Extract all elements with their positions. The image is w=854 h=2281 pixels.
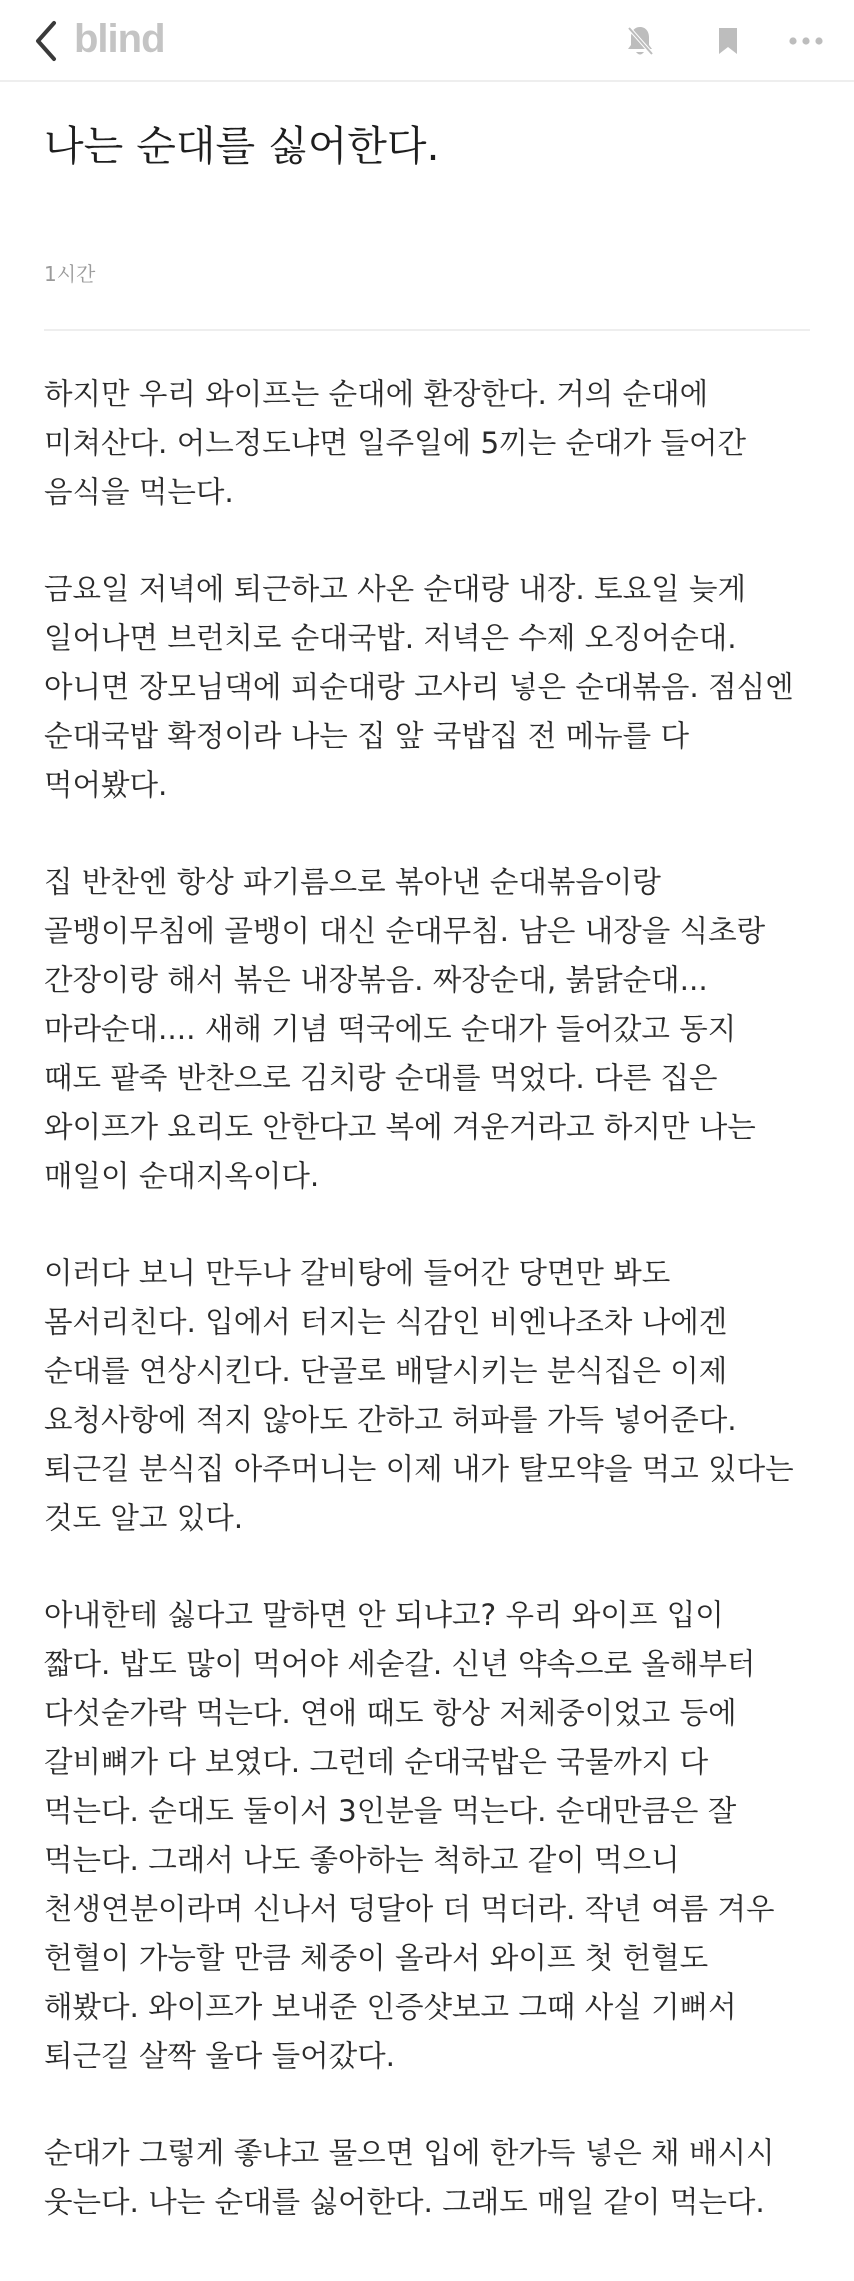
post-text-line: 금요일 저녁에 퇴근하고 사온 순대랑 내장. 토요일 늦게 — [44, 572, 746, 606]
post-text-line: 순대를 연상시킨다. 단골로 배달시키는 분식집은 이제 — [44, 1354, 728, 1388]
post-text-line: 퇴근길 살짝 울다 들어갔다. — [44, 2039, 395, 2073]
post-timestamp: 1시간 — [44, 262, 96, 286]
post-text-line: 골뱅이무침에 골뱅이 대신 순대무침. 남은 내장을 식초랑 — [44, 914, 766, 948]
post-text-line: 웃는다. 나는 순대를 싫어한다. 그래도 매일 같이 먹는다. — [44, 2185, 765, 2219]
post-text-line: 아내한테 싫다고 말하면 안 되냐고? 우리 와이프 입이 — [44, 1598, 724, 1632]
post-paragraph — [44, 1249, 824, 1543]
post-text-line: 이러다 보니 만두나 갈비탕에 들어간 당면만 봐도 — [44, 1256, 671, 1290]
post-title: 나는 순대를 싫어한다. — [44, 122, 440, 170]
post-text-line: 먹어봤다. — [44, 768, 168, 802]
bookmark-button[interactable] — [703, 16, 753, 66]
post-text-line: 순대가 그렇게 좋냐고 물으면 입에 한가득 넣은 채 배시시 — [44, 2136, 775, 2170]
post-paragraph — [44, 1591, 824, 2081]
post-text-line: 하지만 우리 와이프는 순대에 환장한다. 거의 순대에 — [44, 377, 709, 411]
post-paragraph — [44, 858, 824, 1201]
post-text-line: 갈비뼈가 다 보였다. 그런데 순대국밥은 국물까지 다 — [44, 1745, 709, 1779]
chevron-left-icon — [34, 20, 58, 62]
post-text-line: 때도 팥죽 반찬으로 김치랑 순대를 먹었다. 다른 집은 — [44, 1061, 718, 1095]
post-body — [44, 370, 824, 2275]
post-text-line: 먹는다. 그래서 나도 좋아하는 척하고 같이 먹으니 — [44, 1843, 680, 1877]
post-paragraph — [44, 370, 824, 517]
post-text-line: 몸서리친다. 입에서 터지는 식감인 비엔나조차 나에겐 — [44, 1305, 728, 1339]
post-text-line: 마라순대.... 새해 기념 떡국에도 순대가 들어갔고 동지 — [44, 1012, 737, 1046]
more-options-button[interactable] — [781, 16, 831, 66]
blind-logo: blind — [74, 17, 165, 61]
post-text-line: 아니면 장모님댁에 피순대랑 고사리 넣은 순대볶음. 점심엔 — [44, 670, 794, 704]
post-text-line: 집 반찬엔 항상 파기름으로 볶아낸 순대볶음이랑 — [44, 865, 661, 899]
more-horizontal-icon — [788, 36, 824, 46]
post-text-line: 일어나면 브런치로 순대국밥. 저녁은 수제 오징어순대. — [44, 621, 737, 655]
post-text-line: 해봤다. 와이프가 보내준 인증샷보고 그때 사실 기뻐서 — [44, 1990, 737, 2024]
divider — [44, 329, 810, 331]
post-text-line: 음식을 먹는다. — [44, 475, 234, 509]
bell-off-icon — [625, 24, 655, 58]
post-text-line: 먹는다. 순대도 둘이서 3인분을 먹는다. 순대만큼은 잘 — [44, 1794, 737, 1828]
post-text-line: 짧다. 밥도 많이 먹어야 세숟갈. 신년 약속으로 올해부터 — [44, 1647, 756, 1681]
bookmark-icon — [717, 26, 739, 56]
back-button[interactable] — [26, 14, 66, 68]
post-text-line: 미쳐산다. 어느정도냐면 일주일에 5끼는 순대가 들어간 — [44, 426, 746, 460]
notification-button[interactable] — [615, 16, 665, 66]
post-paragraph — [44, 2129, 824, 2227]
post-text-line: 순대국밥 확정이라 나는 집 앞 국밥집 전 메뉴를 다 — [44, 719, 689, 753]
post-text-line: 퇴근길 분식집 아주머니는 이제 내가 탈모약을 먹고 있다는 — [44, 1452, 794, 1486]
top-navigation-bar — [0, 0, 854, 82]
post-text-line: 헌혈이 가능할 만큼 체중이 올라서 와이프 첫 헌혈도 — [44, 1941, 709, 1975]
post-text-line: 다섯숟가락 먹는다. 연애 때도 항상 저체중이었고 등에 — [44, 1696, 737, 1730]
post-text-line: 천생연분이라며 신나서 덩달아 더 먹더라. 작년 여름 겨우 — [44, 1892, 775, 1926]
post-paragraph — [44, 565, 824, 810]
post-text-line: 와이프가 요리도 안한다고 복에 겨운거라고 하지만 나는 — [44, 1110, 756, 1144]
post-text-line: 것도 알고 있다. — [44, 1501, 244, 1535]
post-text-line: 매일이 순대지옥이다. — [44, 1159, 320, 1193]
post-text-line: 요청사항에 적지 않아도 간하고 허파를 가득 넣어준다. — [44, 1403, 737, 1437]
post-text-line: 간장이랑 해서 볶은 내장볶음. 짜장순대, 붉닭순대... — [44, 963, 708, 997]
